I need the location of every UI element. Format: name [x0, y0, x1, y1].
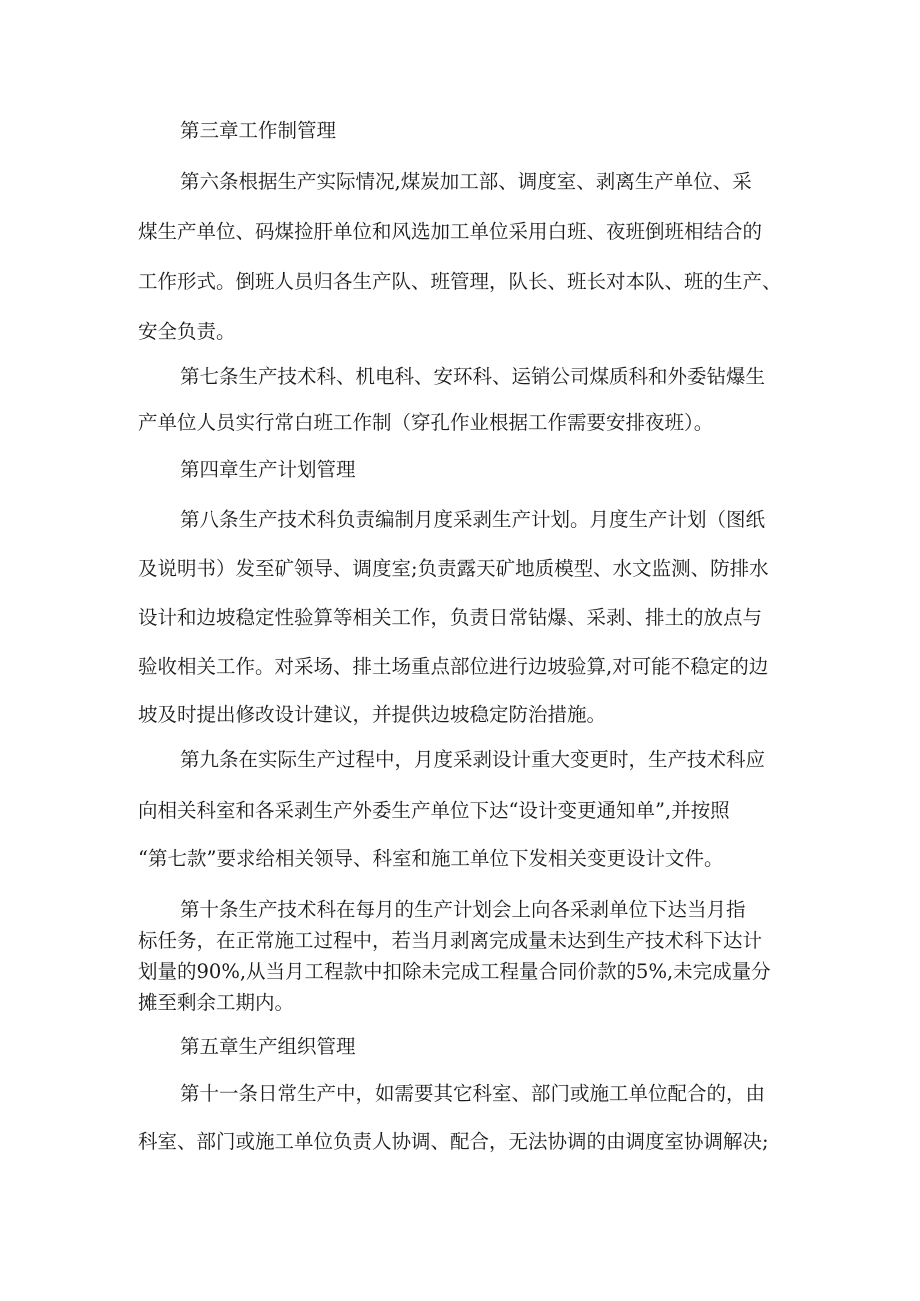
article8-line: 验收相关工作。对采场、排土场重点部位进行边坡验算,对可能不稳定的边	[138, 655, 769, 678]
article9-line: “第七款”要求给相关领导、科室和施工单位下发相关变更设计文件。	[138, 847, 724, 870]
article6-line: 工作形式。倒班人员归各生产队、班管理，队长、班长对本队、班的生产、	[138, 270, 782, 293]
article11-line: 科室、部门或施工单位负责人协调、配合，无法协调的由调度室协调解决;	[138, 1130, 769, 1153]
article9-line: 向相关科室和各采剥生产外委生产单位下达“设计变更通知单”,并按照	[138, 799, 730, 822]
article10-line: 标任务，在正常施工过程中，若当月剥离完成量未达到生产技术科下达计	[138, 929, 763, 952]
article8-line: 设计和边坡稳定性验算等相关工作，负责日常钻爆、采剥、排土的放点与	[138, 606, 763, 629]
article10-line: 第十条生产技术科在每月的生产计划会上向各采剥单位下达当月指	[180, 898, 746, 921]
article8-line: 坡及时提出修改设计建议，并提供边坡稳定防治措施。	[138, 703, 607, 726]
article6-line: 第六条根据生产实际情况,煤炭加工部、调度室、剥离生产单位、采	[180, 170, 752, 193]
article6-line: 煤生产单位、码煤捡肝单位和风选加工单位采用白班、夜班倒班相结合的	[138, 220, 763, 243]
chapter5-heading: 第五章生产组织管理	[180, 1035, 356, 1058]
article8-line: 第八条生产技术科负责编制月度采剥生产计划。月度生产计划（图纸	[180, 508, 766, 531]
article11-line: 第十一条日常生产中，如需要其它科室、部门或施工单位配合的，由	[180, 1082, 766, 1105]
article8-line: 及说明书）发至矿领导、调度室;负责露天矿地质模型、水文监测、防排水	[138, 557, 769, 580]
chapter4-heading: 第四章生产计划管理	[180, 458, 356, 481]
article10-line: 摊至剩余工期内。	[138, 991, 295, 1014]
chapter3-heading: 第三章工作制管理	[180, 119, 337, 142]
article7-line: 第七条生产技术科、机电科、安环科、运销公司煤质科和外委钻爆生	[180, 365, 766, 388]
article9-line: 第九条在实际生产过程中，月度采剥设计重大变更时，生产技术科应	[180, 748, 766, 771]
article7-line: 产单位人员实行常白班工作制（穿孔作业根据工作需要安排夜班）。	[138, 411, 714, 434]
article10-line: 划量的90%,从当月工程款中扣除未完成工程量合同价款的5%,未完成量分	[138, 960, 771, 983]
article6-line: 安全负责。	[138, 320, 236, 343]
